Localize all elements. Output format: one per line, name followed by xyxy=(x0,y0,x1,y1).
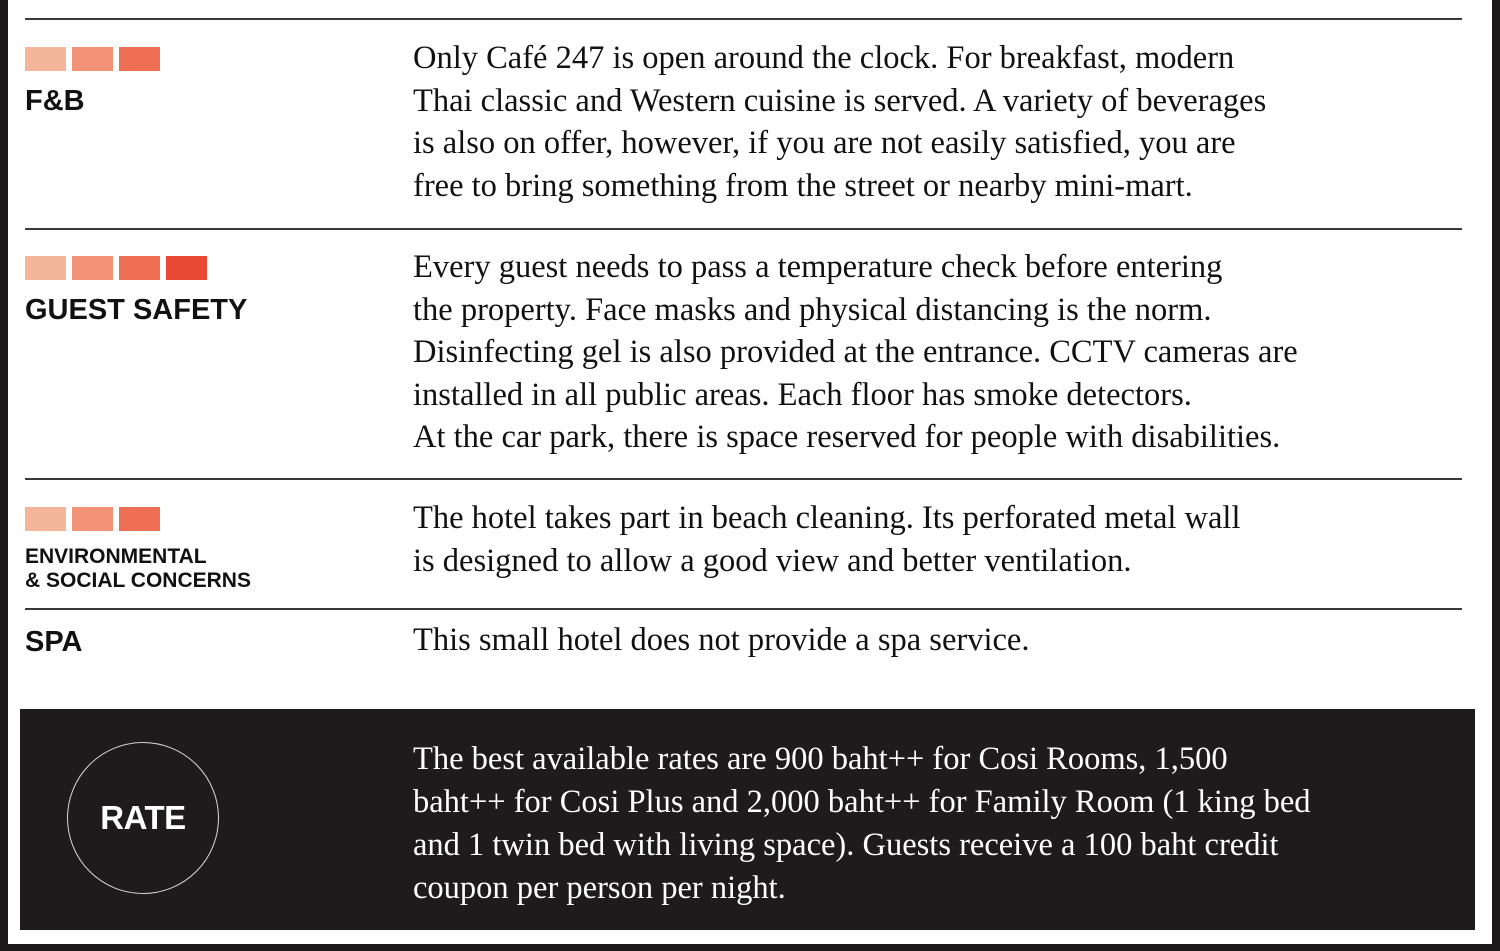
text-line: Only Café 247 is open around the clock. For breakfast, modern xyxy=(413,40,1235,76)
section-label-environmental xyxy=(25,545,251,593)
text-line: free to bring something from the street or nearby mini-mart. xyxy=(413,167,1193,204)
rating-bars-fnb xyxy=(25,47,160,71)
rating-bar xyxy=(72,47,113,71)
section-text-fnb xyxy=(413,37,1473,207)
rating-bars-environmental xyxy=(25,507,160,531)
divider-guest-safety xyxy=(25,478,1462,480)
text-line: is designed to allow a good view and better ventilation. xyxy=(413,542,1132,579)
text-line: is also on offer, however, if you are not easily satisfied, you are xyxy=(413,125,1236,161)
divider-fnb xyxy=(25,228,1462,230)
text-line: Every guest needs to pass a temperature check before entering xyxy=(413,249,1223,285)
section-label-spa: SPA xyxy=(25,626,83,658)
rating-bars-guest-safety xyxy=(25,256,207,280)
review-sheet xyxy=(8,0,1492,944)
divider-top xyxy=(25,18,1462,20)
text-line: the property. Face masks and physical distancing is the norm. xyxy=(413,291,1212,328)
text-line: coupon per person per night. xyxy=(413,870,786,906)
text-line: This small hotel does not provide a spa service. xyxy=(413,622,1030,658)
text-line: and 1 twin bed with living space). Guests receive a 100 baht credit xyxy=(413,827,1279,863)
divider-environmental xyxy=(25,608,1462,610)
section-label-guest-safety: GUEST SAFETY xyxy=(25,294,248,326)
rate-badge xyxy=(67,742,219,894)
rating-bar xyxy=(119,507,160,531)
rating-bar xyxy=(72,256,113,280)
rate-panel xyxy=(20,709,1475,930)
section-text-guest-safety xyxy=(413,246,1473,459)
rating-bar xyxy=(25,47,66,71)
rating-bar xyxy=(119,256,160,280)
rating-bar xyxy=(72,507,113,531)
rating-bar xyxy=(25,256,66,280)
rating-bar xyxy=(166,256,207,280)
text-line: installed in all public areas. Each floor has smoke detectors. xyxy=(413,376,1192,413)
text-line: Disinfecting gel is also provided at the entrance. CCTV cameras are xyxy=(413,334,1298,370)
section-label-fnb: F&B xyxy=(25,85,85,117)
text-line: baht++ for Cosi Plus and 2,000 baht++ for Family Room (1 king bed xyxy=(413,784,1311,820)
label-line: & SOCIAL CONCERNS xyxy=(25,569,251,592)
rating-bar xyxy=(25,507,66,531)
rate-label: RATE xyxy=(100,799,186,836)
label-line: ENVIRONMENTAL xyxy=(25,545,207,568)
text-line: At the car park, there is space reserved for people with disabilities. xyxy=(413,419,1281,455)
section-text-environmental xyxy=(413,497,1473,582)
section-text-spa xyxy=(413,619,1473,662)
rating-bar xyxy=(119,47,160,71)
text-line: The best available rates are 900 baht++ for Cosi Rooms, 1,500 xyxy=(413,741,1228,777)
rate-text xyxy=(413,738,1463,910)
text-line: The hotel takes part in beach cleaning. Its perforated metal wall xyxy=(413,500,1241,536)
text-line: Thai classic and Western cuisine is served. A variety of beverages xyxy=(413,82,1267,119)
